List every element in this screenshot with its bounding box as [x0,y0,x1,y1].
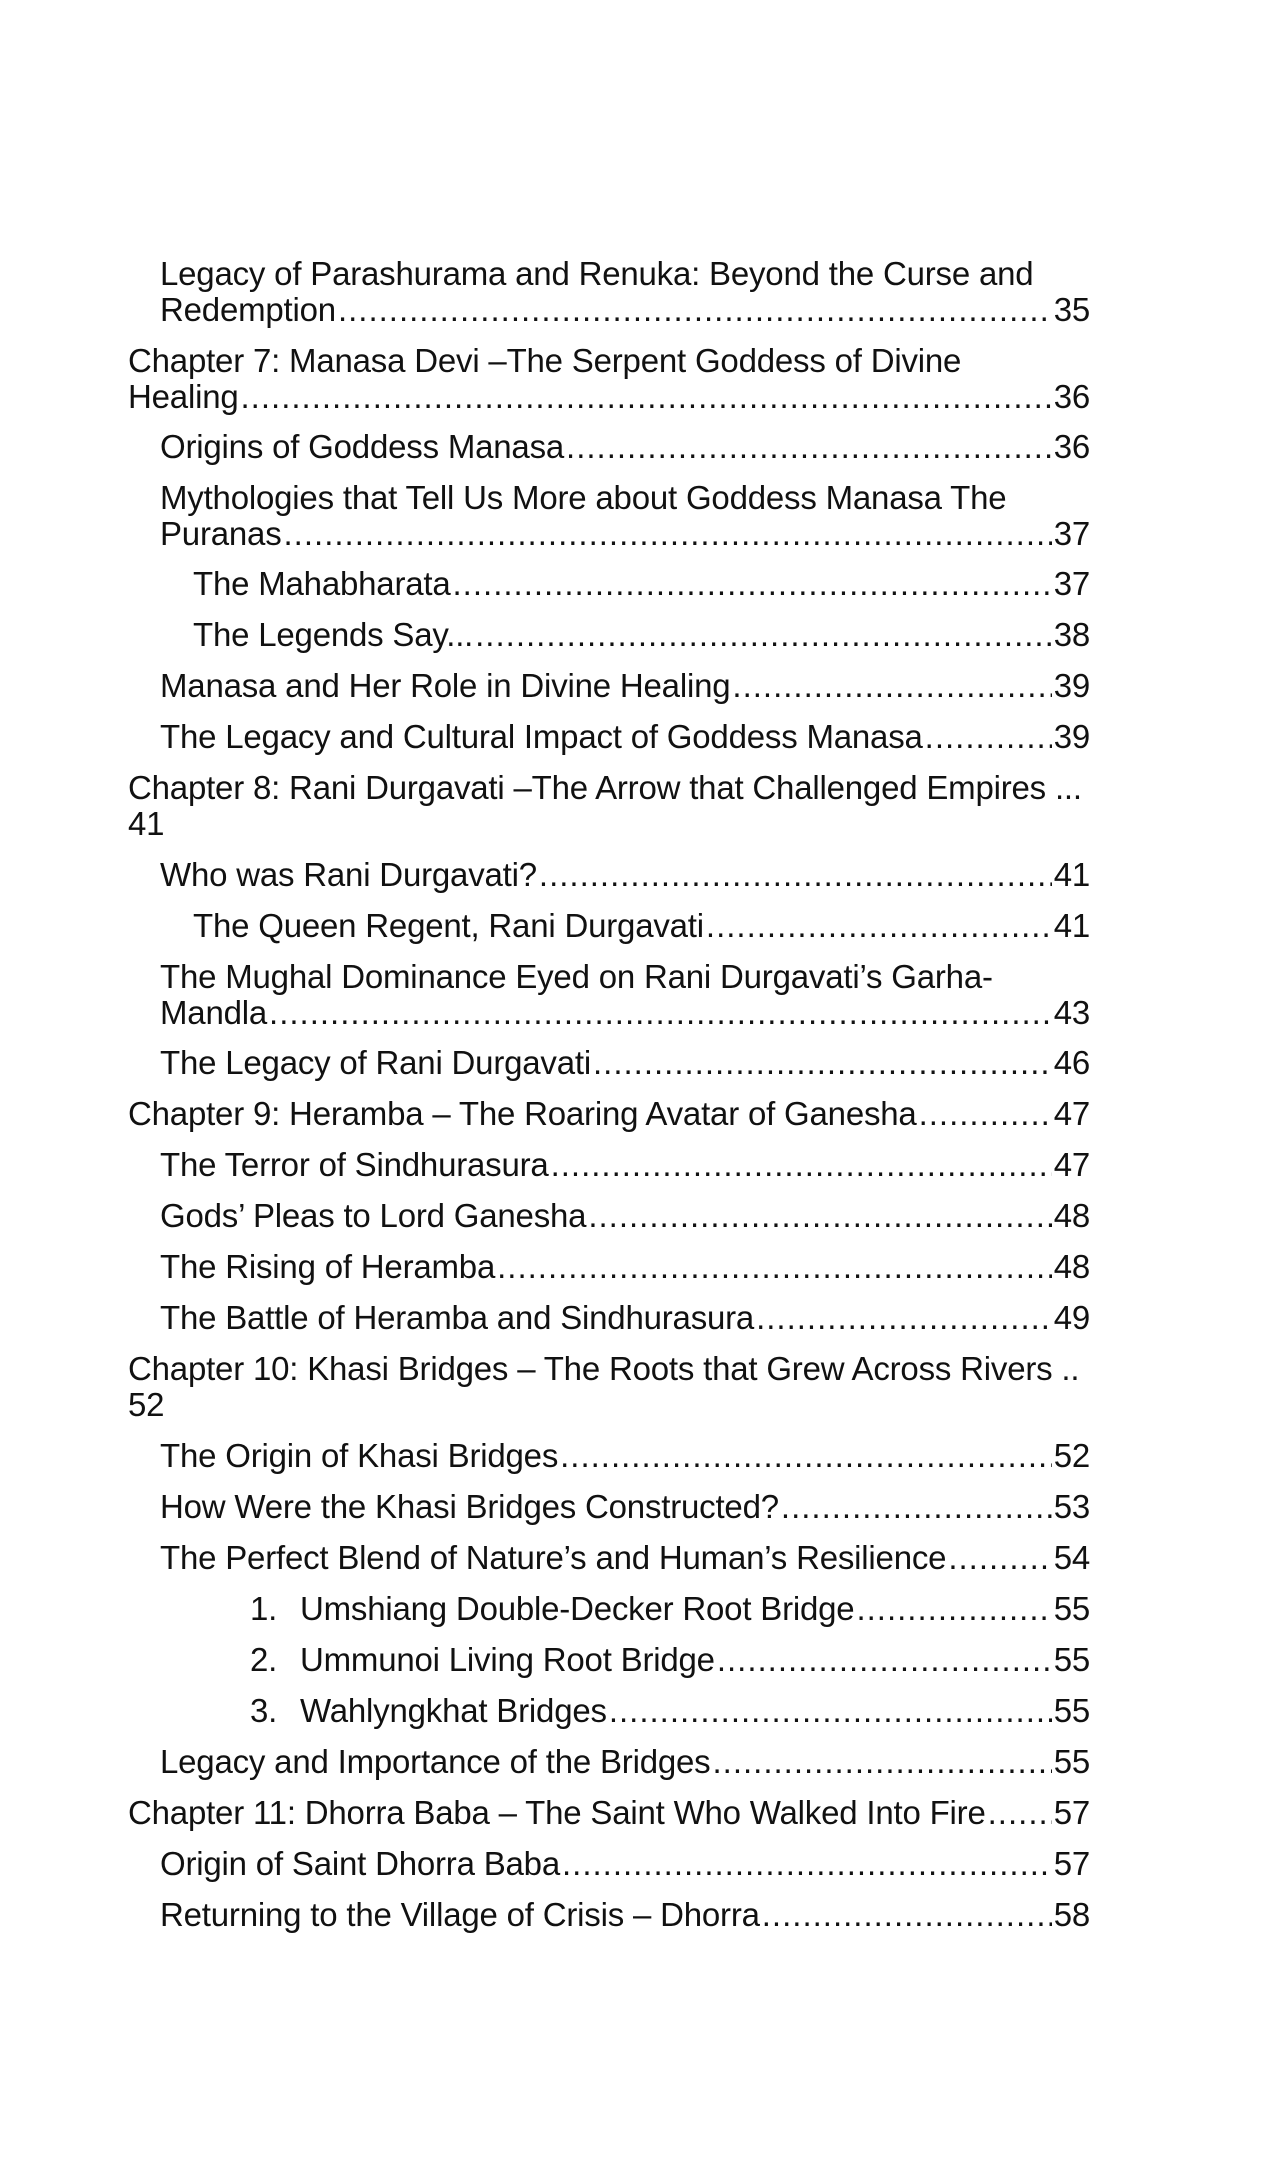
toc-entry [160,719,1090,755]
toc-page-number: 58 [1053,1896,1090,1933]
toc-entry-title: Who was Rani Durgavati? [160,856,537,893]
dot-leader [856,1591,1051,1627]
dot-leader [925,719,1052,755]
toc-entry [160,1897,1090,1933]
dot-leader [241,379,1052,415]
toc-entry [160,1489,1090,1525]
toc-entry-title: Chapter 11: Dhorra Baba – The Saint Who Walked Into Fire [128,1794,986,1831]
toc-numbered-entry [250,1642,1090,1678]
dot-leader [762,1897,1052,1933]
toc-entry-title: Legacy of Parashurama and Renuka: Beyond the Curse and [160,255,1034,292]
toc-entry [160,1744,1090,1780]
dot-leader [717,1642,1052,1678]
toc-entry-title: Gods’ Pleas to Lord Ganesha [160,1197,587,1234]
toc-page-number: 57 [1053,1794,1090,1831]
toc-entry [193,566,1090,602]
toc-page-number: 55 [1053,1743,1090,1780]
toc-page-number: 55 [1053,1590,1090,1627]
toc-page-number: 47 [1053,1095,1090,1132]
toc-entry [160,480,1090,552]
toc-entry-title: Chapter 7: Manasa Devi –The Serpent Goddess of Divine [128,342,962,379]
toc-chapter-entry [128,770,1090,842]
toc-entry-title: Redemption [160,291,336,328]
toc-page-number: 48 [1053,1197,1090,1234]
toc-entry-title: Ummunoi Living Root Bridge [300,1641,715,1678]
toc-entry-title: The Mahabharata [193,565,451,602]
toc-entry [160,1198,1090,1234]
toc-page-number: 55 [1053,1641,1090,1678]
list-number: 2. [250,1641,278,1678]
toc-chapter-entry [128,1795,1090,1831]
dot-leader [732,668,1051,704]
toc-entry [160,857,1090,893]
toc-entry-title: The Rising of Heramba [160,1248,496,1285]
dot-leader [588,1198,1051,1234]
toc-entry-title: The Battle of Heramba and Sindhurasura [160,1299,755,1336]
toc-entry [160,1147,1090,1183]
toc-entry-title: The Origin of Khasi Bridges [160,1437,559,1474]
toc-entry-title: Manasa and Her Role in Divine Healing [160,667,731,704]
toc-entry-title: Umshiang Double-Decker Root Bridge [300,1590,855,1627]
dot-leader [475,617,1052,653]
dot-leader [706,908,1052,944]
dot-leader [593,1045,1052,1081]
dot-leader [948,1540,1051,1576]
toc-entry [160,256,1090,328]
toc-entry [193,617,1090,653]
toc-numbered-entry [250,1591,1090,1627]
toc-entry-title: Legacy and Importance of the Bridges [160,1743,711,1780]
toc-chapter-entry [128,343,1090,415]
toc-page-number: 53 [1053,1488,1090,1525]
toc-page-number: 52 [1053,1437,1090,1474]
toc-page-number: 39 [1053,667,1090,704]
dot-leader [497,1249,1052,1285]
toc-page-number: 41 [128,805,165,842]
dot-leader [712,1744,1051,1780]
toc-page-number: 43 [1053,994,1090,1031]
toc-page-number: 41 [1053,907,1090,944]
toc-page-number: 52 [128,1386,165,1423]
dot-leader [988,1795,1052,1831]
toc-entry-title: The Mughal Dominance Eyed on Rani Durgavati’s Garha- [160,958,993,995]
dot-leader [756,1300,1052,1336]
toc-entry-title: Chapter 10: Khasi Bridges – The Roots that Grew Across Rivers .. [128,1350,1080,1387]
toc-entry-title: Mandla [160,994,268,1031]
toc-chapter-entry [128,1096,1090,1132]
toc-entry [160,1300,1090,1336]
toc-entry-title: Puranas [160,515,282,552]
toc-entry-title: Chapter 9: Heramba – The Roaring Avatar of Ganesha [128,1095,917,1132]
toc-page-number: 49 [1053,1299,1090,1336]
toc-chapter-entry [128,1351,1090,1423]
toc-page-number: 55 [1053,1692,1090,1729]
dot-leader [269,995,1052,1031]
toc-entry-title: The Legends Say... [193,616,474,653]
toc-entry-title: Chapter 8: Rani Durgavati –The Arrow that Challenged Empires ... [128,769,1082,806]
toc-page-number: 39 [1053,718,1090,755]
list-number: 3. [250,1692,278,1729]
toc-entry-title: How Were the Khasi Bridges Constructed? [160,1488,779,1525]
toc-entry-title: The Queen Regent, Rani Durgavati [193,907,704,944]
dot-leader [551,1147,1052,1183]
list-number: 1. [250,1590,278,1627]
dot-leader [566,429,1052,465]
dot-leader [560,1438,1052,1474]
toc-page-number: 38 [1053,616,1090,653]
dot-leader [453,566,1052,602]
toc-entry [160,959,1090,1031]
toc-entry [160,1249,1090,1285]
toc-page-number: 35 [1053,291,1090,328]
toc-page-number: 36 [1053,428,1090,465]
dot-leader [919,1096,1052,1132]
toc-page-number: 37 [1053,515,1090,552]
toc-entry [160,1846,1090,1882]
toc-entry-title: Wahlyngkhat Bridges [300,1692,607,1729]
dot-leader [539,857,1052,893]
toc-entry-title: The Legacy and Cultural Impact of Goddess Manasa [160,718,923,755]
toc-entry-title: The Terror of Sindhurasura [160,1146,549,1183]
toc-page-number: 37 [1053,565,1090,602]
toc-entry-title: The Legacy of Rani Durgavati [160,1044,591,1081]
toc-page-number: 54 [1053,1539,1090,1576]
toc-entry [160,1438,1090,1474]
dot-leader [338,292,1052,328]
dot-leader [562,1846,1052,1882]
toc-entry-title: Healing [128,378,239,415]
toc-entry-title: Origins of Goddess Manasa [160,428,565,465]
toc-entry [160,1540,1090,1576]
toc-page-number: 36 [1053,378,1090,415]
dot-leader [781,1489,1052,1525]
toc-page-number: 57 [1053,1845,1090,1882]
toc-entry-title: Mythologies that Tell Us More about Goddess Manasa The [160,479,1007,516]
toc-entry-title: Returning to the Village of Crisis – Dhorra [160,1896,760,1933]
toc-page-number: 46 [1053,1044,1090,1081]
toc-entry [193,908,1090,944]
dot-leader [284,516,1052,552]
toc-page-number: 41 [1053,856,1090,893]
toc-entry [160,1045,1090,1081]
toc-entry-title: Origin of Saint Dhorra Baba [160,1845,560,1882]
toc-entry [160,429,1090,465]
toc-numbered-entry [250,1693,1090,1729]
toc-entry-title: The Perfect Blend of Nature’s and Human’s Resilience [160,1539,947,1576]
dot-leader [609,1693,1052,1729]
toc-entry [160,668,1090,704]
toc-page-number: 48 [1053,1248,1090,1285]
toc-page-number: 47 [1053,1146,1090,1183]
